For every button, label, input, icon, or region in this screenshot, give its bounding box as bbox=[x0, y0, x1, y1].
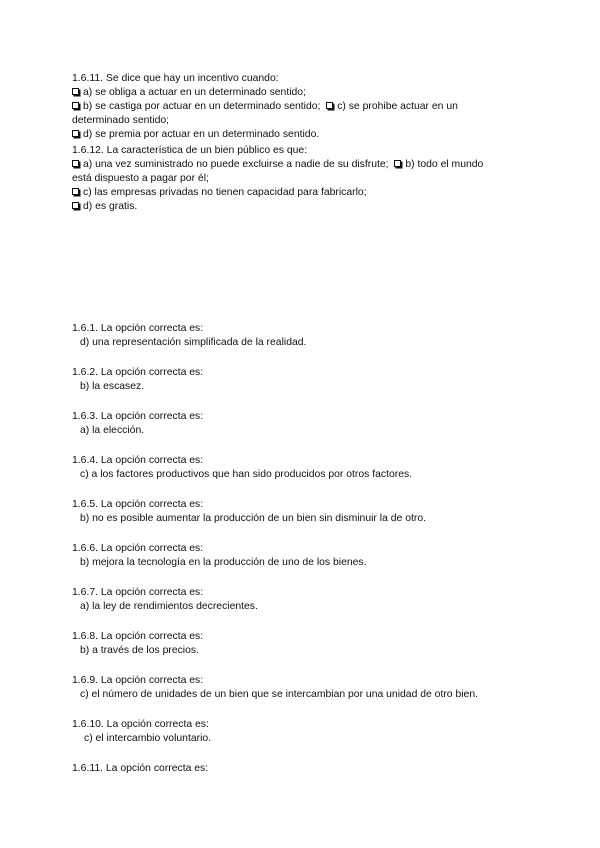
checkbox-icon bbox=[72, 88, 79, 95]
answer-option: b) no es posible aumentar la producción de un bien sin disminuir la de otro. bbox=[80, 513, 426, 524]
answer-question: 1.6.4. La opción correcta es: bbox=[72, 455, 204, 466]
answer-option: b) mejora la tecnología en la producción de uno de los bienes. bbox=[80, 557, 367, 568]
checkbox-icon bbox=[72, 202, 79, 209]
answer-option: b) la escasez. bbox=[80, 381, 145, 392]
answer-question: 1.6.7. La opción correcta es: bbox=[72, 587, 204, 598]
checkbox-icon bbox=[72, 160, 79, 167]
option-d: d) es gratis. bbox=[72, 200, 517, 214]
answer-option: c) a los factores productivos que han sido producidos por otros factores. bbox=[80, 469, 413, 480]
option-a-b: a) una vez suministrado no puede excluirse a nadie de su disfrute; b) todo el mundo bbox=[72, 158, 517, 172]
checkbox-icon bbox=[326, 102, 333, 109]
option-d: d) se premia por actuar en un determinado sentido. bbox=[72, 128, 517, 142]
answer-question: 1.6.11. La opción correcta es: bbox=[72, 763, 209, 774]
answer-option: c) el número de unidades de un bien que se intercambian por una unidad de otro bien. bbox=[80, 689, 479, 700]
option-b-c: b) se castiga por actuar en un determinado sentido; c) se prohibe actuar en un bbox=[72, 100, 517, 114]
checkbox-icon bbox=[72, 102, 79, 109]
answer-1-6-3 bbox=[72, 410, 542, 438]
option-a: a) se obliga a actuar en un determinado sentido; bbox=[72, 86, 517, 100]
answer-question: 1.6.8. La opción correcta es: bbox=[72, 631, 204, 642]
answer-option: a) la elección. bbox=[80, 425, 145, 436]
answer-1-6-10 bbox=[72, 718, 542, 746]
answer-option: d) una representación simplificada de la realidad. bbox=[80, 337, 307, 348]
answer-question: 1.6.5. La opción correcta es: bbox=[72, 499, 204, 510]
question-1-6-11 bbox=[72, 72, 517, 142]
answer-1-6-4 bbox=[72, 454, 542, 482]
option-c-continuation: determinado sentido; bbox=[72, 115, 170, 126]
checkbox-icon bbox=[72, 130, 79, 137]
answer-1-6-7 bbox=[72, 586, 542, 614]
answer-question: 1.6.2. La opción correcta es: bbox=[72, 367, 204, 378]
checkbox-icon bbox=[394, 160, 401, 167]
checkbox-icon bbox=[72, 188, 79, 195]
answer-question: 1.6.3. La opción correcta es: bbox=[72, 411, 204, 422]
answer-1-6-5 bbox=[72, 498, 542, 526]
option-b-continuation: está dispuesto a pagar por él; bbox=[72, 173, 209, 184]
answer-question: 1.6.1. La opción correcta es: bbox=[72, 323, 204, 334]
answer-1-6-11 bbox=[72, 762, 542, 776]
answer-1-6-1 bbox=[72, 322, 542, 350]
answer-question: 1.6.9. La opción correcta es: bbox=[72, 675, 204, 686]
answer-1-6-2 bbox=[72, 366, 542, 394]
answer-1-6-6 bbox=[72, 542, 542, 570]
question-title: 1.6.12. La característica de un bien público es que: bbox=[72, 145, 308, 156]
answer-option: c) el intercambio voluntario. bbox=[84, 733, 212, 744]
answer-option: b) a través de los precios. bbox=[80, 645, 199, 656]
question-title: 1.6.11. Se dice que hay un incentivo cuando: bbox=[72, 73, 279, 84]
option-c: c) las empresas privadas no tienen capacidad para fabricarlo; bbox=[72, 186, 517, 200]
question-1-6-12 bbox=[72, 144, 517, 214]
answer-1-6-8 bbox=[72, 630, 542, 658]
answer-option: a) la ley de rendimientos decrecientes. bbox=[80, 601, 258, 612]
answer-1-6-9 bbox=[72, 674, 542, 702]
answer-question: 1.6.6. La opción correcta es: bbox=[72, 543, 204, 554]
answer-question: 1.6.10. La opción correcta es: bbox=[72, 719, 209, 730]
